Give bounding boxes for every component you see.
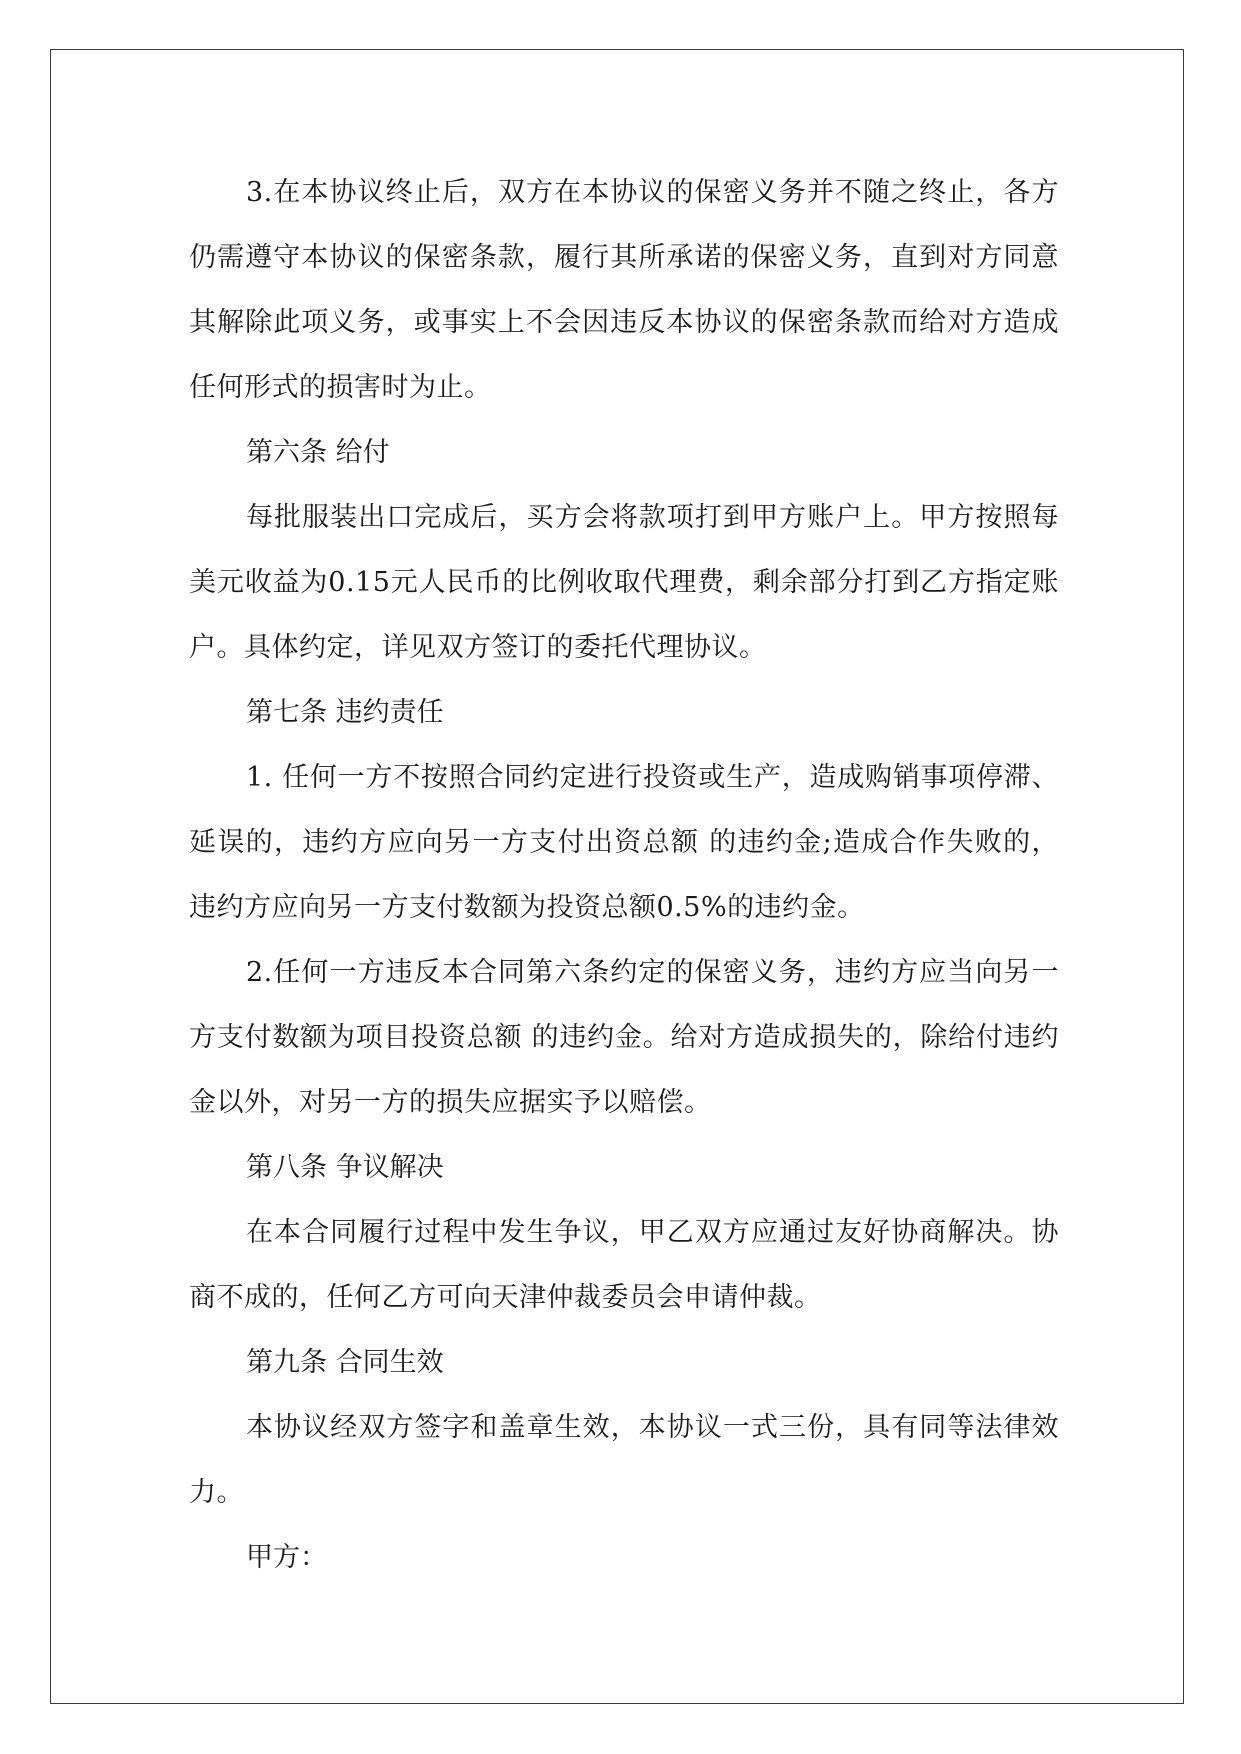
article-8-heading: 第八条 争议解决 [246, 1152, 444, 1183]
document-body [189, 160, 1059, 1590]
article-6-paragraph: 每批服装出口完成后，买方会将款项打到甲方账户上。甲方按照每美元收益为0.15元人民币的比例收取代理费，剩余部分打到乙方指定账户。具体约定，详见双方签订的委托代理协议。 [189, 502, 1059, 663]
article-7-clause-1: 1. 任何一方不按照合同约定进行投资或生产，造成购销事项停滞、延误的，违约方应向另一方支付出资总额 的违约金;造成合作失败的，违约方应向另一方支付数额为投资总额0.5%的违约金。 [189, 762, 1059, 923]
party-a-signature-label: 甲方： [246, 1542, 327, 1573]
article-6-heading: 第六条 给付 [246, 437, 390, 468]
article-7-clause-2: 2.任何一方违反本合同第六条约定的保密义务，违约方应当向另一方支付数额为项目投资总额 的违约金。给对方造成损失的，除给付违约金以外，对另一方的损失应据实予以赔偿。 [189, 957, 1059, 1118]
article-7-heading: 第七条 违约责任 [246, 697, 444, 728]
article-8-paragraph: 在本合同履行过程中发生争议，甲乙双方应通过友好协商解决。协商不成的，任何乙方可向天津仲裁委员会申请仲裁。 [189, 1217, 1059, 1313]
article-9-paragraph: 本协议经双方签字和盖章生效，本协议一式三份，具有同等法律效力。 [189, 1412, 1059, 1508]
paragraph-confidentiality-3: 3.在本协议终止后，双方在本协议的保密义务并不随之终止，各方仍需遵守本协议的保密条款，履行其所承诺的保密义务，直到对方同意其解除此项义务，或事实上不会因违反本协议的保密条款而给对方造成任何形式的损害时为止。 [189, 177, 1059, 403]
article-9-heading: 第九条 合同生效 [246, 1347, 444, 1378]
